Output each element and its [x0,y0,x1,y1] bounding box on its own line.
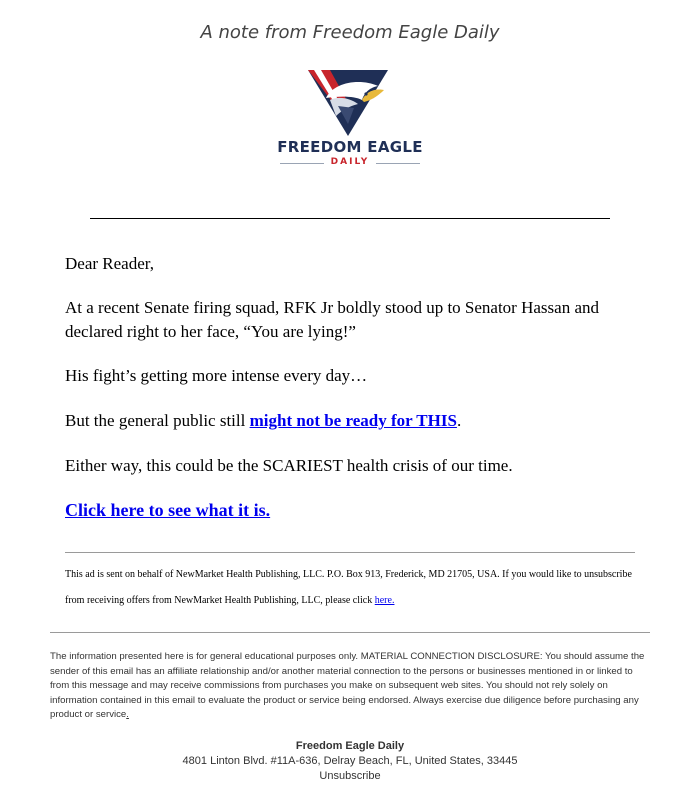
greeting: Dear Reader, [65,254,154,273]
sender-notice [65,562,645,614]
footer-unsubscribe [0,770,700,782]
paragraph-senate: At a recent Senate firing squad, RFK Jr boldly stood up to Senator Hassan and declared right to her face, “You are lying!” [65,298,599,341]
freedom-eagle-logo [274,66,426,176]
unsubscribe-here-link[interactable]: here. [374,595,395,606]
logo-title: FREEDOM EAGLE [277,138,423,156]
cta-link[interactable]: Click here to see what it is. [65,500,271,520]
footer-address: 4801 Linton Blvd. #11A-636, Delray Beach, FL, United States, 33445 [182,755,518,767]
paragraph-public [65,409,645,433]
paragraph-public-text: But the general public still [65,411,250,430]
letter-divider [65,552,635,553]
unsubscribe-link[interactable]: Unsubscribe [319,770,381,782]
eagle-icon [274,66,426,136]
footer-company: Freedom Eagle Daily [295,740,405,752]
paragraph-crisis: Either way, this could be the SCARIEST health crisis of our time. [65,456,513,475]
sender-notice-text: This ad is sent on behalf of NewMarket Health Publishing, LLC. P.O. Box 913, Frederick, MD 21705, USA. If you would like to unsubscribe from receiving offers from NewMarket Health Publishing, LLC, please click [65,569,632,606]
logo-rule-right [376,163,420,164]
disclaimer-divider [50,632,650,633]
logo-subtitle: DAILY [330,157,370,167]
paragraph-public-end: . [456,411,462,430]
cta-paragraph [65,498,645,523]
disclaimer-end-link[interactable]: . [126,709,129,720]
disclaimer [50,650,650,723]
paragraph-fight: His fight’s getting more intense every day… [65,366,368,385]
might-not-be-ready-link[interactable]: might not be ready for THIS [249,411,457,430]
header-divider [90,218,610,219]
disclaimer-text: The information presented here is for general educational purposes only. MATERIAL CONNECTION DISCLOSURE: You should assume the sender of this email has an affiliate relationship and/or another material connection to the persons or businesses mentioned in or linked to from this message and may receive commissions from purchases you make on subsequent web sites. You should not rely solely on information contained in this email to evaluate the product or service being endorsed. Always exercise due diligence before purchasing any product or service [50,651,645,720]
email-header-note: A note from Freedom Eagle Daily [200,22,500,43]
